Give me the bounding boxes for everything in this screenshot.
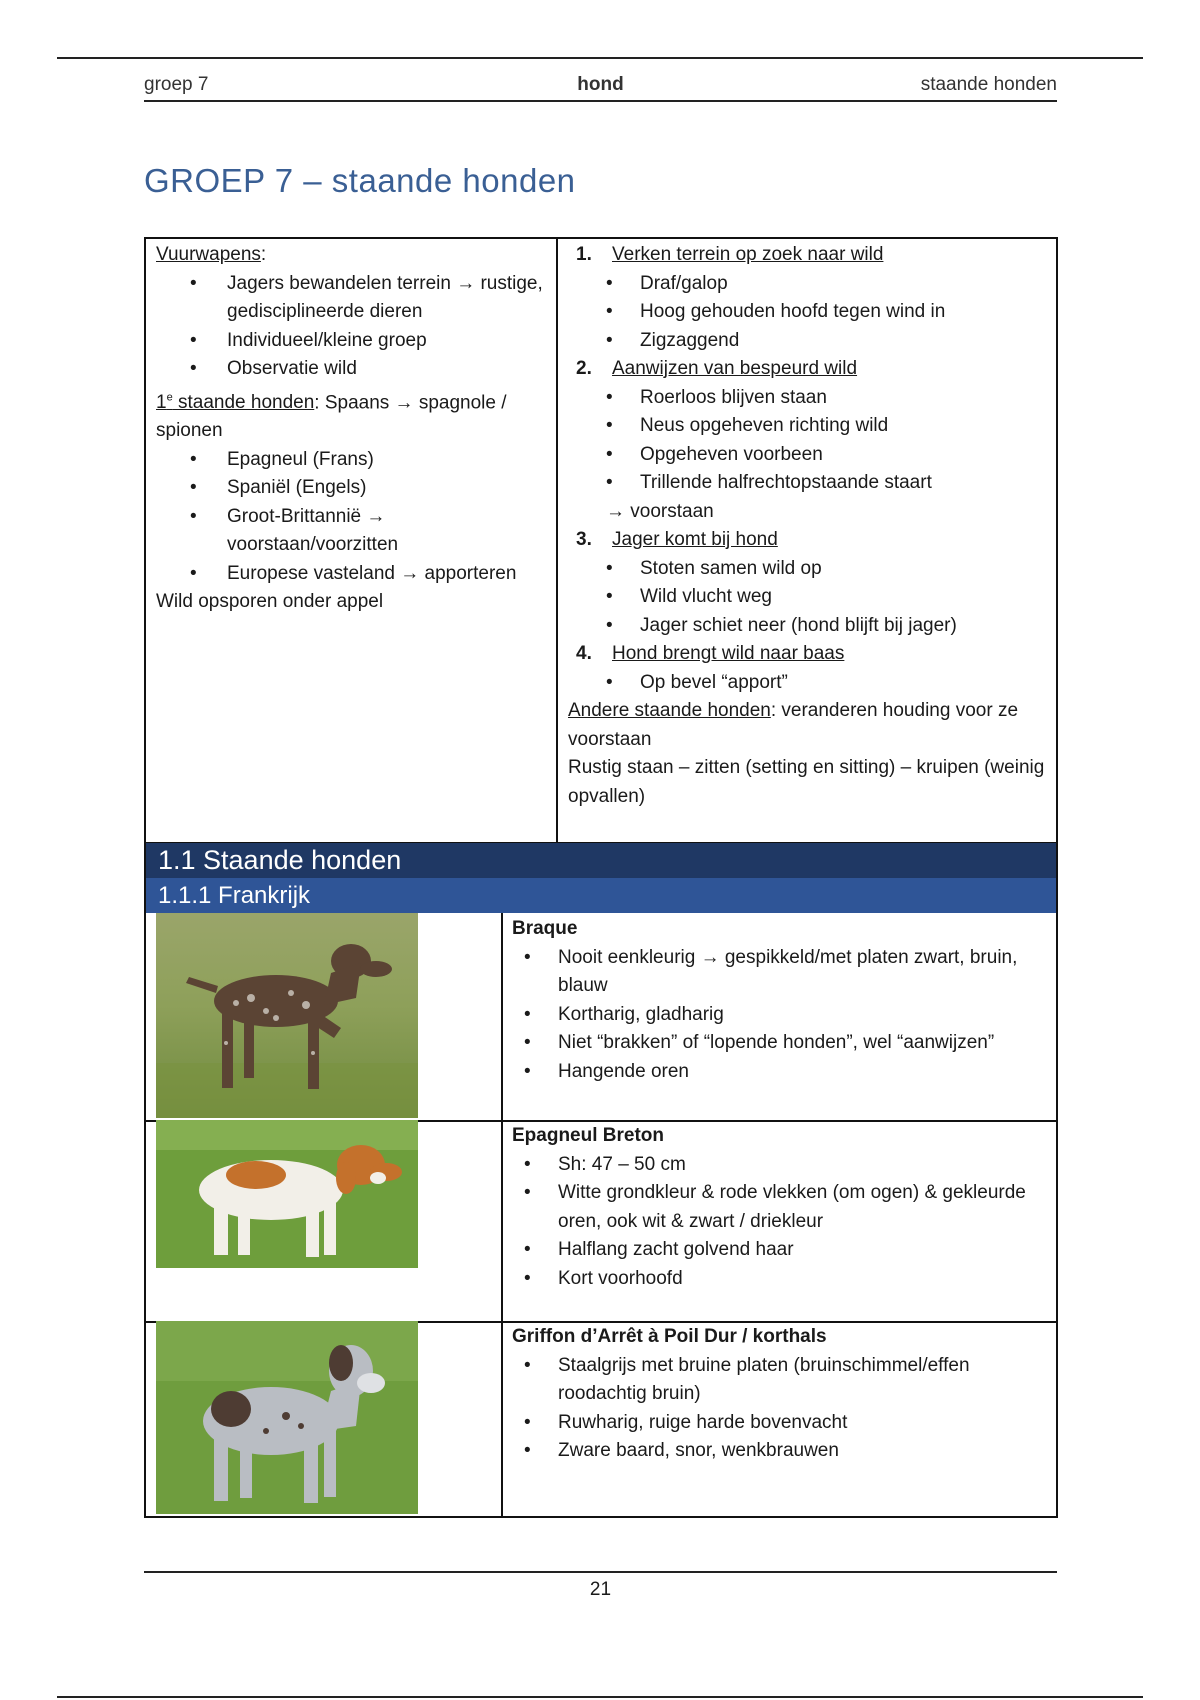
- list-item: • Jagers bewandelen terrein → rustige, gedisciplineerde dieren: [156, 270, 546, 327]
- right-closing-text: Rustig staan – zitten (setting en sitting) – kruipen (weinig opvallen): [568, 757, 1045, 807]
- list-item: • Groot-Brittannië → voorstaan/voorzitten: [156, 503, 546, 560]
- braque-description: [512, 915, 1046, 1086]
- section-heading-staande-honden: 1.1 Staande honden: [144, 843, 1058, 878]
- breed-name: Braque: [512, 918, 578, 939]
- list-item: • Neus opgeheven richting wild: [568, 412, 1046, 441]
- firearms-heading: Vuurwapens:: [156, 244, 267, 265]
- step-3: 3. Jager komt bij hond: [576, 529, 778, 550]
- page-title: GROEP 7 – staande honden: [144, 162, 576, 199]
- list-item: • Wild vlucht weg: [568, 583, 1046, 612]
- subsection-heading-frankrijk: 1.1.1 Frankrijk: [144, 878, 1058, 913]
- list-item: • Individueel/kleine groep: [156, 327, 546, 356]
- list-item: • Hoog gehouden hoofd tegen wind in: [568, 298, 1046, 327]
- step-4: 4. Hond brengt wild naar baas: [576, 643, 845, 664]
- left-closing-text: Wild opsporen onder appel: [156, 591, 384, 613]
- page-footer: [144, 1571, 1057, 1601]
- list-item: • Nooit eenkleurig → gespikkeld/met platen zwart, bruin, blauw: [512, 944, 1046, 1001]
- breed-name: Griffon d’Arrêt à Poil Dur / korthals: [512, 1326, 827, 1347]
- other-pointers-paragraph: Andere staande honden: veranderen houding voor ze voorstaan: [568, 700, 1019, 750]
- top-page-rule: [57, 57, 1143, 59]
- breeds-table: [144, 913, 1058, 1518]
- list-item: • Zware baard, snor, wenkbrauwen: [512, 1437, 1046, 1466]
- list-item: • Trillende halfrechtopstaande staart: [568, 469, 1046, 498]
- list-item: • Roerloos blijven staan: [568, 384, 1046, 413]
- list-item: • Spaniël (Engels): [156, 474, 546, 503]
- intro-left-column: [146, 239, 558, 842]
- list-item: • Ruwharig, ruige harde bovenvacht: [512, 1409, 1046, 1438]
- list-item: • Niet “brakken” of “lopende honden”, wel “aanwijzen”: [512, 1029, 1046, 1058]
- list-item: • Jager schiet neer (hond blijft bij jager): [568, 612, 1046, 641]
- table-row: [146, 913, 1056, 1122]
- list-item: • Kort voorhoofd: [512, 1265, 1046, 1294]
- table-row: [146, 1321, 1056, 1514]
- griffon-dog-photo: [156, 1321, 418, 1514]
- origins-list: [156, 446, 546, 589]
- list-item: • Sh: 47 – 50 cm: [512, 1151, 1046, 1180]
- first-pointers-paragraph: 1e staande honden: Spaans → spagnole / spionen: [156, 391, 507, 442]
- list-item: • Witte grondkleur & rode vlekken (om ogen) & gekleurde oren, ook wit & zwart / driekleur: [512, 1179, 1046, 1236]
- running-header: [144, 74, 1057, 102]
- header-left: groep 7: [144, 74, 209, 95]
- list-item: • Hangende oren: [512, 1058, 1046, 1087]
- list-item: • Kortharig, gladharig: [512, 1001, 1046, 1030]
- epagneul-breton-dog-photo: [156, 1120, 418, 1268]
- list-item: • Draf/galop: [568, 270, 1046, 299]
- epagneul-breton-description: [512, 1122, 1046, 1293]
- header-center: hond: [577, 74, 624, 95]
- list-item: • Epagneul (Frans): [156, 446, 546, 475]
- list-item: • Europese vasteland → apporteren: [156, 560, 546, 589]
- list-item: • Halflang zacht golvend haar: [512, 1236, 1046, 1265]
- table-row: [146, 1120, 1056, 1323]
- list-item: • Zigzaggend: [568, 327, 1046, 356]
- intro-right-column: [558, 239, 1056, 842]
- list-item: • Observatie wild: [156, 355, 546, 384]
- intro-table: [144, 237, 1058, 844]
- list-item: • Op bevel “apport”: [568, 669, 1046, 698]
- breed-name: Epagneul Breton: [512, 1125, 665, 1146]
- step-2: 2. Aanwijzen van bespeurd wild: [576, 358, 858, 379]
- firearms-list: [156, 270, 546, 384]
- page-number: 21: [589, 1579, 612, 1600]
- griffon-description: [512, 1323, 1046, 1466]
- list-item: • Opgeheven voorbeen: [568, 441, 1046, 470]
- step-1: 1. Verken terrein op zoek naar wild: [576, 244, 884, 265]
- list-item: • Staalgrijs met bruine platen (bruinschimmel/effen roodachtig bruin): [512, 1352, 1046, 1409]
- bottom-page-rule: [57, 1696, 1143, 1698]
- list-item: • Stoten samen wild op: [568, 555, 1046, 584]
- braque-dog-photo: [156, 913, 418, 1118]
- arrow-line: → voorstaan: [606, 500, 714, 522]
- header-right: staande honden: [920, 74, 1057, 95]
